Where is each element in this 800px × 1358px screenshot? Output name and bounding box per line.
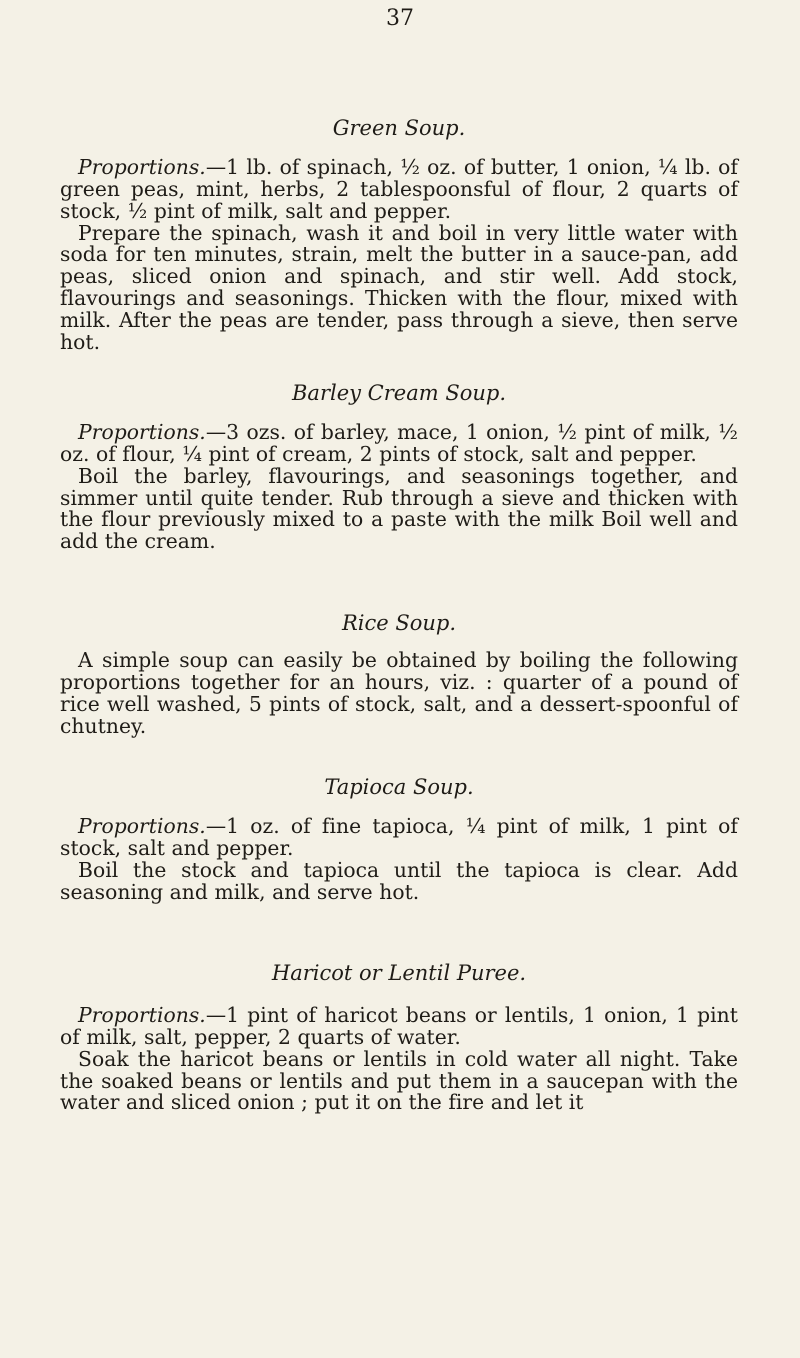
recipe-method: Boil the stock and tapioca until the tapioca is clear. Add seasoning and milk, and serve hot.: [60, 857, 738, 904]
proportions-text: —1 lb. of spinach, ½ oz. of butter, 1 onion, ¼ lb. of green peas, mint, herbs, 2 tablespoonsful of flour, 2 quarts of stock, ½ pint of milk, salt and pepper.: [60, 155, 738, 223]
recipe-title: Tapioca Soup.: [324, 775, 474, 799]
recipe-body: [60, 650, 738, 737]
recipe-haricot-lentil-puree: [60, 961, 738, 1114]
recipe-body: [60, 422, 738, 553]
recipe-green-soup: [60, 116, 738, 353]
proportions-label: Proportions.: [78, 1003, 206, 1028]
recipe-method: Boil the barley, flavourings, and seasonings together, and simmer until quite tender. Rub through a sieve and thicken with the flour previously mixed to a paste with the milk Boil well and add the cream.: [60, 463, 738, 554]
recipe-title: Rice Soup.: [341, 611, 457, 635]
recipe-proportions: [60, 157, 738, 222]
recipe-body: [60, 157, 738, 353]
recipe-title: Barley Cream Soup.: [292, 381, 506, 405]
recipe-tapioca-soup: [60, 775, 738, 903]
recipe-proportions: [60, 422, 738, 466]
proportions-text: —1 oz. of fine tapioca, ¼ pint of milk, 1 pint of stock, salt and pepper.: [60, 814, 738, 860]
recipe-paragraph: A simple soup can easily be obtained by boiling the following proportions together for an hours, viz. : quarter of a pound of rice well washed, 5 pints of stock, salt, and a dessert-spoonful of chutney.: [60, 648, 738, 738]
proportions-text: —3 ozs. of barley, mace, 1 onion, ½ pint of milk, ½ oz. of flour, ¼ pint of cream, 2 pints of stock, salt and pepper.: [60, 420, 738, 466]
proportions-label: Proportions.: [78, 814, 206, 839]
proportions-text: —1 pint of haricot beans or lentils, 1 onion, 1 pint of milk, salt, pepper, 2 quarts of water.: [60, 1003, 738, 1049]
recipe-proportions: [60, 1005, 738, 1049]
recipe-proportions: [60, 816, 738, 860]
recipe-method: Soak the haricot beans or lentils in cold water all night. Take the soaked beans or lentils and put them in a saucepan with the water and sliced onion ; put it on the fire and let it: [60, 1046, 738, 1115]
page-number: 37: [386, 6, 414, 31]
proportions-label: Proportions.: [78, 420, 206, 445]
recipe-rice-soup: [60, 611, 738, 737]
recipe-barley-cream-soup: [60, 381, 738, 553]
proportions-label: Proportions.: [78, 155, 206, 180]
recipe-title: Green Soup.: [332, 116, 466, 140]
recipe-body: [60, 816, 738, 903]
recipe-title: Haricot or Lentil Puree.: [271, 961, 527, 985]
recipe-body: [60, 1005, 738, 1114]
recipe-method: Prepare the spinach, wash it and boil in very little water with soda for ten minutes, strain, melt the butter in a sauce-pan, add peas, sliced onion and spinach, and stir well. Add stock, flavourings and seasonings. Thicken with the flour, mixed with milk. After the peas are tender, pass through a sieve, then serve hot.: [60, 220, 738, 354]
